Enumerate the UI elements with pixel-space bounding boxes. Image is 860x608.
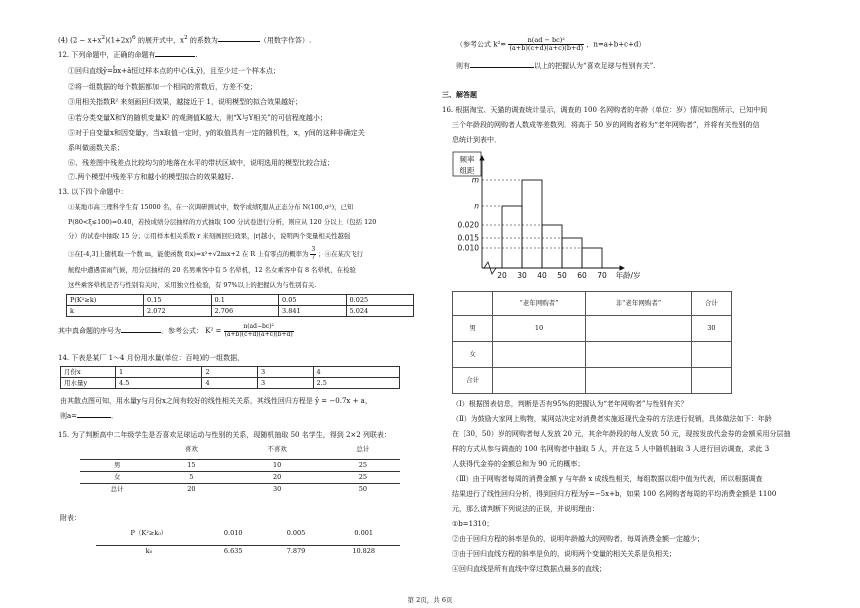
q15-stem: 15. 为了判断高中二年级学生是否喜欢足球运动与性别的关系，现随机抽取 50 名学生，得到 2×2 列联表：: [58, 431, 391, 439]
table-cell: 30: [691, 316, 731, 342]
q16-part: ②由于回归方程的斜率是负的，说明年龄越大的网购者，每周消费金额一定越少；: [452, 535, 704, 543]
table-cell: 女: [80, 472, 154, 484]
table-cell: 总计: [80, 484, 154, 496]
answer-blank[interactable]: [218, 41, 260, 42]
table-cell: 10.828: [327, 546, 400, 558]
table-cell: 50: [326, 484, 400, 496]
q14-stem: 14. 下表是某厂 1～4 月份用水量(单位：百吨)的一组数据，: [58, 354, 245, 362]
svg-text:组距: 组距: [459, 166, 475, 175]
reference-formula: （参考公式 k²= $\frac{\text{n(ad − bc)²}}{(a+b)(c+d)(a+c)(b+d)}$ ，n=a+b+c+d）: [456, 36, 646, 53]
table-cell: 30: [229, 484, 326, 496]
section-heading: 三、解答题: [442, 90, 477, 99]
age-histogram: [452, 150, 662, 285]
q16-line: 16. 根据淘宝、天猫的调查统计显示，调查的 100 名网购者的年龄（单位：岁）情况如图所示，已知中间: [442, 106, 768, 114]
table-cell: 喜欢: [184, 445, 198, 454]
table-cell: 0.010: [223, 529, 243, 538]
table-cell: [691, 342, 731, 368]
q16-line: 息统计到表中．: [452, 136, 501, 144]
x-tick-label: 20: [497, 271, 507, 280]
q13-critical-table: [66, 294, 414, 317]
q16-part: 元，那么请判断下列说法的正误，并说明理由：: [452, 505, 599, 513]
table-cell: 2: [202, 367, 258, 378]
q12-item: ⑥、残差图中残差点比较均匀的地落在水平的带状区域中，说明选用的模型比较合适；: [68, 159, 334, 167]
table-cell: k: [67, 306, 144, 317]
y-tick-label: 0.010: [457, 243, 479, 253]
x-axis-label: 年龄/岁: [615, 271, 641, 280]
table-cell: P（K²≥k₀）: [130, 529, 168, 538]
y-tick-label: 0.020: [457, 220, 479, 230]
table-cell: 25: [326, 472, 400, 484]
q16-part: 样的方式从参与调查的 100 名网购者中抽取 5 人，并在这 5 人中随机抽取 3 人进行回访调查，求此 3: [452, 445, 770, 453]
histogram-bar: [562, 238, 582, 268]
q13-item3: ③在[-4,3]上随机取一个数 m，能使函数 f(x)=x²+√2mx+2 在 R 上有零点的概率为 $\frac{3}{7}$ ；④在某次飞行: [68, 246, 364, 261]
table-cell: 2.072: [144, 306, 212, 317]
table-cell: 0.001: [354, 529, 373, 538]
table-cell: [585, 368, 691, 394]
table-cell: 总计: [356, 445, 370, 454]
table-cell: 0.15: [144, 295, 212, 306]
table-cell: [585, 342, 691, 368]
x-tick-label: 50: [557, 271, 567, 280]
q13-item: 这些乘客晕机是否与性别有关时，采用独立性检验，有 97%以上的把握认为与性别有关.: [68, 281, 317, 289]
k-squared-formula: $\frac{\text{n(ad − bc)²}}{(a+b)(c+d)(a+c)(b+d)}$: [509, 36, 584, 53]
q16-part: 人获得代金券的金额总和为 90 元的概率；: [452, 460, 585, 468]
q16-part: （Ⅱ）为鼓励大家网上购物，某网站决定对消费者实施返现代金券的方法进行促销，具体做法如下：年龄: [452, 415, 772, 423]
q12-item: ⑦.两个模型中残差平方和越小的模型拟合的效果越好.: [68, 173, 234, 181]
table-cell: 合计: [691, 292, 731, 316]
answer-blank[interactable]: [77, 417, 111, 418]
q12-item: 系叫做函数关系；: [68, 144, 124, 152]
q13-item: ①某地市高三理科学生有 15000 名，在一次调研测试中，数学成绩ξ服从正态分布 N(100,σ²)，已知: [68, 203, 354, 211]
q12-item: ①回归直线ŷ=b̂x+â恒过样本点的中心(x̄,ȳ)，且至少过一个样本点；: [68, 67, 280, 75]
q16-gender-table: [452, 291, 732, 394]
table-cell: 3.841: [279, 306, 347, 317]
table-cell: 25: [326, 460, 400, 472]
y-axis-label: [453, 152, 481, 176]
q15-critical-table: [96, 528, 400, 557]
q16-part: （Ⅲ）由于网购者每周的消费金额 y 与年龄 x 成线性相关，每组数据以组中值为代表，所以根据调查: [452, 475, 763, 483]
table-cell: 2.706: [211, 306, 279, 317]
table-cell: [493, 368, 586, 394]
table-cell: 10: [493, 316, 586, 342]
table-cell: 3: [257, 378, 313, 389]
table-cell: 1: [116, 367, 202, 378]
table-cell: 5.024: [346, 306, 414, 317]
table-cell: 3: [257, 367, 313, 378]
q12-item: ③用相关指数R² 来刻画回归效果，越接近于 1，说明模型的拟合效果越好；: [68, 98, 302, 106]
q15-contingency-table: [80, 444, 400, 495]
x-tick-label: 60: [577, 271, 587, 280]
x-tick-label: 40: [537, 271, 547, 280]
q14-answer: 则a= ．: [60, 412, 119, 420]
table-cell: 男: [80, 460, 154, 472]
q16-part: ④回归直线是所有直线中穿过数据点最多的直线；: [452, 565, 606, 573]
x-tick-label: 70: [597, 271, 607, 280]
table-cell: [493, 342, 586, 368]
table-cell: 女: [453, 342, 493, 368]
table-cell: 0.05: [279, 295, 347, 306]
q13-item: 分）的试卷中抽取 15 分；②用样本相关系数 r 来刻画回归效果，|r|越小，说明两个变量相关性越强: [68, 232, 351, 240]
q12-item: ⑤对于自变量x和因变量y，当x取值一定时，y的取值具有一定的随机性，x，y间的这种非确定关: [68, 129, 365, 137]
table-cell: P(K²≥k): [67, 295, 144, 306]
table-cell: 4: [202, 378, 258, 389]
table-cell: 男: [453, 316, 493, 342]
q14-water-table: [60, 366, 400, 389]
table-cell: 0.1: [211, 295, 279, 306]
q16-part: 在［30，50）岁的网购者每人发放 20 元，其余年龄段的每人发放 50 元，现按发放代金券的金额采用分层抽: [452, 430, 791, 438]
q13-stem: 13. 以下四个命题中：: [58, 188, 128, 196]
q16-part: （Ⅰ）根据图表信息，判断是否有95%的把握认为“老年网购者”与性别有关？: [452, 400, 688, 408]
q11-part4: (4) $(2 - x+x^2)(1+2x)^6$ 的展开式中，$x^2$ 的系数为 （用数字作答）.: [58, 35, 312, 45]
q16-part: ③由于回归直线方程的斜率是负的，说明两个变量的相关关系是负相关；: [452, 550, 676, 558]
q15-appendix: 附表：: [60, 514, 81, 522]
table-cell: 月份x: [61, 367, 116, 378]
table-cell: k₀: [96, 546, 202, 558]
page-footer: 第 2页，共 6页: [407, 596, 453, 604]
table-cell: 不喜欢: [267, 445, 287, 454]
table-cell: [585, 316, 691, 342]
table-cell: 用水量y: [61, 378, 116, 389]
q12-stem: 12. 下列命题中，正确的命题有 .: [58, 51, 198, 59]
table-cell: 2.5: [313, 378, 399, 389]
y-tick-label: m: [471, 175, 479, 185]
table-cell: 4.5: [116, 378, 202, 389]
table-cell: 5: [154, 472, 228, 484]
answer-blank[interactable]: [155, 56, 195, 57]
q16-part: ①b=1310；: [452, 520, 494, 528]
table-cell: [453, 292, 493, 316]
table-cell: “老年网购者”: [493, 292, 586, 316]
histogram-bar: [542, 225, 562, 268]
table-cell: 20: [154, 484, 228, 496]
histogram-bar: [522, 180, 542, 268]
q13-answer: 其中真命题的序号为 ．参考公式： K² = $\frac{\text{n(ad−bc)²}}{(a+b)(c+d)(a+c)(b+d)}$: [58, 323, 293, 338]
q12-item: ②将一组数据的每个数据都加一个相同的常数后，方差不变；: [68, 83, 257, 91]
q16-line: 三个年龄段的网购者人数成等差数列．将高于 50 岁的网购者称为“老年网购者”，并将有关性别的信: [452, 121, 760, 129]
table-cell: 非“老年网购者”: [585, 292, 691, 316]
q13-item: P(80<ξ≤100)=0.40，若按成绩分层抽样的方式抽取 100 分试卷进行分析，则应从 120 分以上（包括 120: [68, 218, 377, 226]
q13-item: 航程中遭遇雷雨气候，用分层抽样的 20 名男乘客中有 5 名晕机，12 名女乘客中有 8 名晕机，在检验: [68, 266, 356, 274]
table-cell: 7.879: [265, 546, 328, 558]
y-tick-label: 0.015: [457, 233, 479, 243]
q12-item: ④若分类变量X和Y的随机变量K² 的观测值K越大，则“X与Y相关”的可信程度越小；: [68, 114, 327, 122]
q15-conclusion: 则有 以上的把握认为“喜欢足球与性别有关”.: [456, 62, 656, 70]
histogram-bar: [582, 248, 602, 268]
table-cell: 4: [313, 367, 399, 378]
table-cell: 合计: [453, 368, 493, 394]
answer-blank[interactable]: [470, 67, 534, 68]
table-cell: 10: [229, 460, 326, 472]
svg-text:频率: 频率: [459, 155, 475, 164]
answer-blank[interactable]: [121, 332, 161, 333]
histogram-bar: [502, 206, 522, 268]
y-tick-label: n: [474, 201, 479, 211]
table-cell: 20: [229, 472, 326, 484]
table-cell: 6.635: [202, 546, 265, 558]
table-cell: 0.005: [286, 529, 306, 538]
x-tick-label: 30: [517, 271, 527, 280]
table-cell: [691, 368, 731, 394]
table-cell: 0.025: [346, 295, 414, 306]
k-squared-formula: $\frac{\text{n(ad−bc)²}}{(a+b)(c+d)(a+c)(b+d)}$: [224, 323, 293, 338]
probability-fraction: $\frac{3}{7}$: [311, 246, 316, 261]
q16-part: 结果进行了线性回归分析，得到回归方程为ŷ=−5x+b，如果 100 名网购者每周的平均消费金额是 1100: [452, 490, 777, 498]
table-cell: 15: [154, 460, 228, 472]
table-cell: [80, 444, 154, 455]
q14-line: 由其散点图可知，用水量y与月份x之间有较好的线性相关关系，其线性回归方程是 ŷ = −0.7x + a，: [60, 397, 372, 405]
